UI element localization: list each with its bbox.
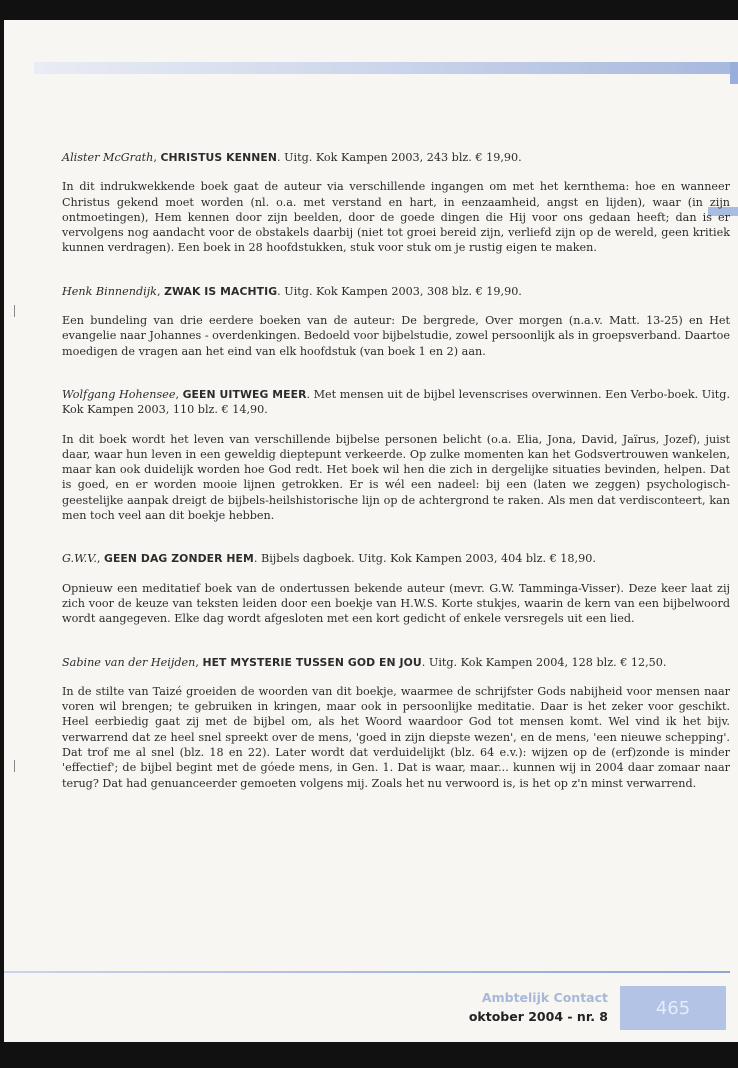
reviews-column: [62, 150, 730, 791]
review-body: In dit boek wordt het leven van verschillende bijbelse personen belicht (o.a. Elia, Jona, David, Jaïrus, Jozef), juist daar, waar hun leven in een geweldig dieptepunt verkeerde. Op zulke momenten kan het Godsvertrouwen wankelen, maar kan ook duidelijk worden hoe God redt. Het boek wil hen die zich in dergelijke situaties bevinden, helpen. Dat is goed, en er worden mooie lijnen getrokken. Er is wél een nadeel: bij een (laten we zeggen) psychologisch-geestelijke aanpak dreigt de bijbels-heilshistorische lijn op de achtergrond te raken. Als men dat verdisconteert, kan men toch veel aan dit boekje hebben.: [62, 432, 730, 523]
review-item: [62, 551, 730, 626]
review-body: Een bundeling van drie eerdere boeken van de auteur: De bergrede, Over morgen (n.a.v. Matt. 13-25) en Het evangelie naar Johannes - overdenkingen. Bedoeld voor bijbelstudie, zowel persoonlijk als in groepsverband. Daartoe moedigen de vragen aan het eind van elk hoofdstuk (van boek 1 en 2) aan.: [62, 314, 730, 358]
top-bar-accent: [730, 62, 738, 84]
page-number: 465: [620, 986, 726, 1030]
bottom-rule: [4, 971, 730, 973]
review-author: Alister McGrath: [62, 151, 154, 164]
footer-magazine-name: Ambtelijk Contact: [481, 990, 608, 1005]
review-author: Sabine van der Heijden: [62, 655, 196, 669]
review-author: Henk Binnendijk: [62, 284, 157, 298]
review-header: Henk Binnendijk, ZWAK IS MACHTIG. Uitg. Kok Kampen 2003, 308 blz. € 19,90.: [62, 284, 522, 298]
review-item: [62, 150, 730, 256]
review-details: . Met mensen uit de bijbel levenscrises overwinnen. Een Verbo-boek. Uitg. Kok Kampen 2003, 110 blz. € 14,90.: [62, 387, 730, 417]
review-title: ZWAK IS MACHTIG: [164, 284, 278, 298]
review-title: HET MYSTERIE TUSSEN GOD EN JOU: [202, 655, 422, 669]
review-author: G.W.V.: [62, 552, 97, 566]
margin-mark: [14, 760, 15, 772]
review-header: Alister McGrath, CHRISTUS KENNEN. Uitg. Kok Kampen 2003, 243 blz. € 19,90.: [62, 151, 522, 164]
document-page: [4, 20, 738, 1042]
review-details: . Uitg. Kok Kampen 2003, 308 blz. € 19,90.: [277, 284, 522, 298]
review-header: Wolfgang Hohensee, GEEN UITWEG MEER. Met mensen uit de bijbel levenscrises overwinnen. Een Verbo-boek. Uitg. Kok Kampen 2003, 110 blz. € 14,90.: [62, 387, 730, 417]
review-item: [62, 655, 730, 791]
review-title: CHRISTUS KENNEN: [160, 151, 277, 164]
top-decorative-bar: [34, 62, 738, 74]
footer-issue: oktober 2004 - nr. 8: [468, 1009, 608, 1024]
review-title: GEEN UITWEG MEER: [182, 387, 307, 401]
review-details: . Bijbels dagboek. Uitg. Kok Kampen 2003, 404 blz. € 18,90.: [253, 552, 596, 566]
review-details: . Uitg. Kok Kampen 2004, 128 blz. € 12,50.: [421, 655, 667, 669]
margin-mark: [14, 305, 15, 317]
review-header: Sabine van der Heijden, HET MYSTERIE TUSSEN GOD EN JOU. Uitg. Kok Kampen 2004, 128 blz. € 12,50.: [62, 655, 667, 669]
review-title: GEEN DAG ZONDER HEM: [104, 552, 254, 566]
review-body: In de stilte van Taizé groeiden de woorden van dit boekje, waarmee de schrijfster Gods nabijheid voor mensen naar voren wil brengen; te gebruiken in kringen, maar ook in persoonlijke meditatie. Daar is het zeker voor geschikt. Heel eerbiedig gaat zij met de bijbel om, als het Woord waardoor God tot mensen komt. Wel vind ik het bijv. verwarrend dat ze heel snel spreekt over de mens, 'goed in zijn diepste wezen', en de mens, 'een nieuwe schepping'. Dat trof me al snel (blz. 18 en 22). Later wordt dat verduidelijkt (blz. 64 e.v.): wijzen op de (erf)zonde is minder 'effectief'; de bijbel begint met de góede mens, in Gen. 1. Dat is waar, maar... kunnen wij in 2004 daar zomaar naar terug? Dat had genuanceerder gemoeten volgens mij. Zoals het nu verwoord is, is het op z'n minst verwarrend.: [62, 684, 730, 790]
review-author: Wolfgang Hohensee: [62, 387, 176, 401]
review-item: [62, 284, 730, 359]
review-body: Opnieuw een meditatief boek van de ondertussen bekende auteur (mevr. G.W. Tamminga-Visser). Deze keer laat zij zich voor de keuze van teksten leiden door een boekje van H.W.S. Korte stukjes, waarin de kern van een bijbelwoord wordt aangegeven. Elke dag wordt afgesloten met een kort gedicht of enkele versregels uit een lied.: [62, 581, 730, 626]
review-body: In dit indrukwekkende boek gaat de auteur via verschillende ingangen om met het kernthema: hoe en wanneer Christus gekend moet worden (nl. o.a. met verstand en hart, in eenzaamheid, angst en lijden), waar (in zijn ontmoetingen), Hem kennen door zijn beelden, door de goede dingen die Hij voor ons gedaan heeft; dan is er vervolgens nog aandacht voor de obstakels daarbij (niet tot groei bereid zijn, verliefd zijn op de wereld, geen kritiek kunnen verdragen). Een boek in 28 hoofdstukken, stuk voor stuk om je rustig eigen te maken.: [62, 180, 730, 255]
review-item: [62, 387, 730, 523]
review-header: G.W.V., GEEN DAG ZONDER HEM. Bijbels dagboek. Uitg. Kok Kampen 2003, 404 blz. € 18,90.: [62, 552, 596, 566]
review-details: . Uitg. Kok Kampen 2003, 243 blz. € 19,90.: [276, 151, 522, 164]
